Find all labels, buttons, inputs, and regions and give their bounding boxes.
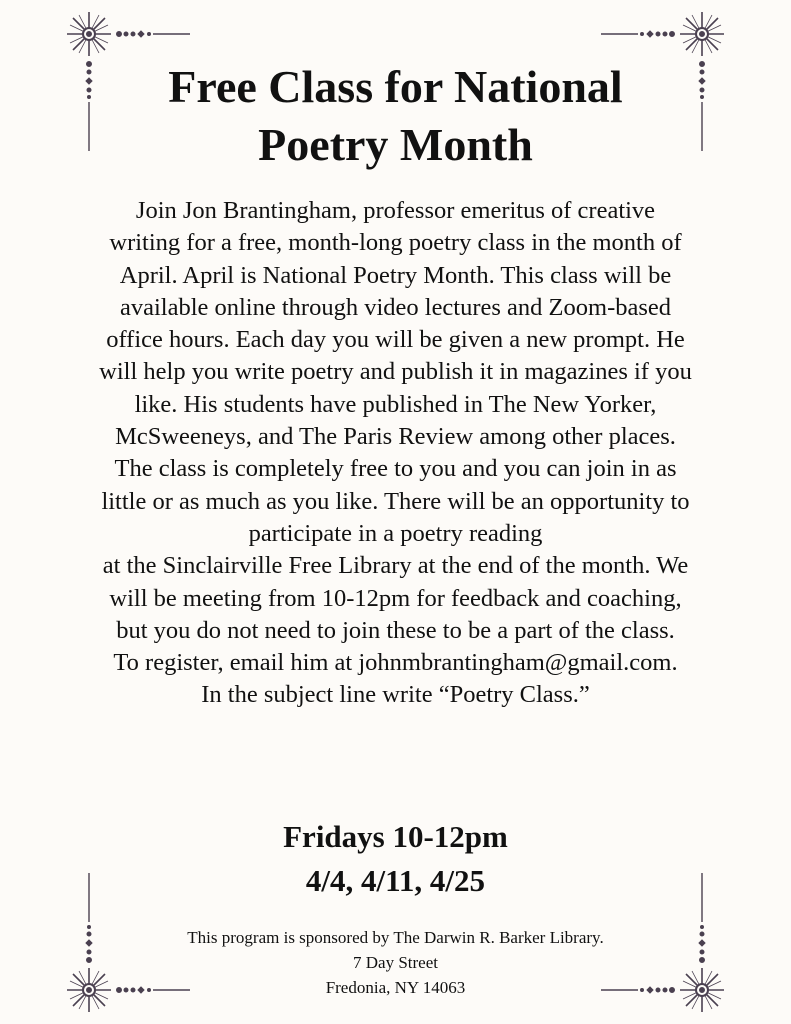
body-line: participate in a poetry reading bbox=[248, 519, 543, 547]
class-schedule bbox=[0, 815, 791, 903]
body-line: like. His students have published in The New Yorker, bbox=[134, 390, 657, 418]
body-line: To register, email him at johnmbrantingham@gmail.com. bbox=[113, 649, 678, 677]
body-line: In the subject line write “Poetry Class.” bbox=[201, 681, 590, 709]
flyer-title bbox=[0, 58, 791, 174]
body-line: little or as much as you like. There will be an opportunity to bbox=[101, 487, 690, 515]
body-line: at the Sinclairville Free Library at the end of the month. We bbox=[102, 552, 689, 580]
sponsor-block bbox=[0, 925, 791, 1000]
body-line: but you do not need to join these to be a part of the class. bbox=[116, 616, 675, 644]
body-line: The class is completely free to you and you can join in as bbox=[114, 455, 677, 483]
body-line: available online through video lectures and Zoom-based bbox=[119, 293, 672, 321]
body-line: writing for a free, month-long poetry class in the month of bbox=[109, 229, 682, 257]
address-street: 7 Day Street bbox=[353, 953, 438, 972]
title-line-1: Free Class for National bbox=[168, 61, 623, 112]
schedule-day: Fridays 10-12pm bbox=[283, 819, 508, 854]
body-line: will help you write poetry and publish it in magazines if you bbox=[99, 358, 692, 386]
body-line: McSweeneys, and The Paris Review among other places. bbox=[115, 423, 676, 451]
address-city: Fredonia, NY 14063 bbox=[325, 978, 466, 997]
schedule-dates: 4/4, 4/11, 4/25 bbox=[305, 863, 486, 898]
body-line: Join Jon Brantingham, professor emeritus of creative bbox=[135, 197, 656, 224]
body-line: office hours. Each day you will be given a new prompt. He bbox=[106, 326, 685, 354]
title-line-2: Poetry Month bbox=[258, 119, 533, 170]
sponsor-line: This program is sponsored by The Darwin R. Barker Library. bbox=[187, 928, 604, 947]
body-line: April. April is National Poetry Month. This class will be bbox=[119, 261, 672, 289]
body-line: will be meeting from 10-12pm for feedback and coaching, bbox=[109, 584, 682, 612]
flyer-description bbox=[30, 195, 761, 712]
